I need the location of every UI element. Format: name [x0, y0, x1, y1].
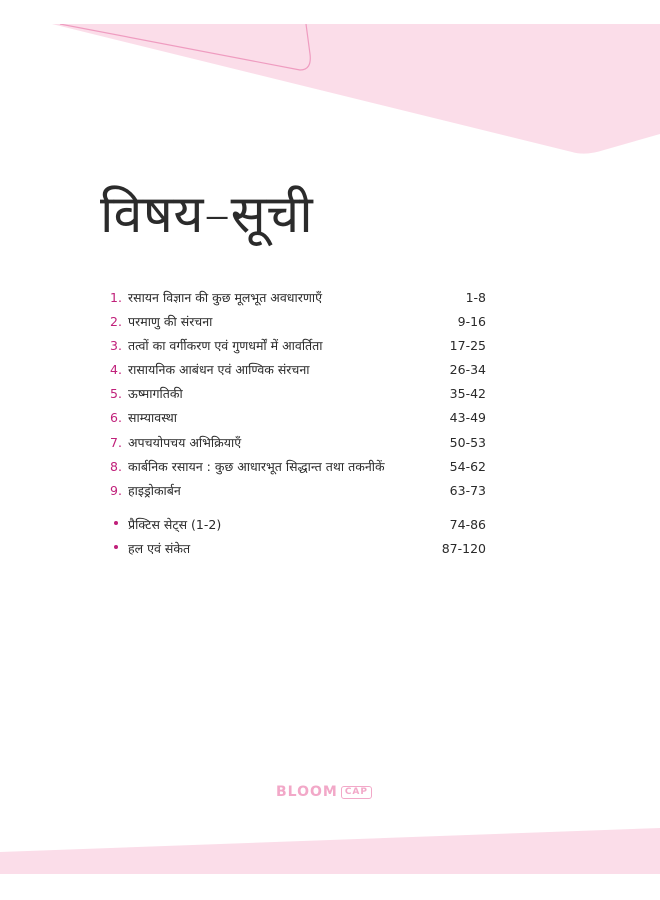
page-range: 87-120: [441, 540, 486, 556]
toc-row[interactable]: [110, 455, 486, 479]
section-title: प्रैक्टिस सेट्स (1-2): [128, 516, 222, 532]
toc-row-extra[interactable]: [110, 537, 486, 561]
chapter-number: 9.: [110, 482, 122, 498]
toc-row[interactable]: [110, 310, 486, 334]
toc-row[interactable]: [110, 382, 486, 406]
page-range: 9-16: [457, 314, 486, 330]
bottom-decorative-band: [0, 824, 660, 874]
chapter-number: 6.: [110, 410, 122, 426]
toc-row[interactable]: [110, 334, 486, 358]
chapter-number: 4.: [110, 362, 122, 378]
chapter-title: अपचयोपचय अभिक्रियाएँ: [128, 434, 242, 450]
chapter-title: परमाणु की संरचना: [128, 314, 213, 330]
chapter-number: 1.: [110, 290, 122, 305]
page-range: 35-42: [449, 386, 486, 402]
section-gap: [110, 503, 486, 513]
chapter-number: 5.: [110, 386, 122, 402]
bullet-icon: [114, 545, 118, 549]
page-range: 74-86: [449, 516, 486, 532]
toc-row[interactable]: [110, 358, 486, 382]
logo-wordmark: BLOOM: [276, 784, 338, 800]
logo-badge: CAP: [341, 786, 372, 799]
page-range: 63-73: [449, 482, 486, 498]
bullet-icon: [114, 521, 118, 525]
page-range: 1-8: [465, 290, 486, 305]
chapter-number: 7.: [110, 434, 122, 450]
section-title: हल एवं संकेत: [128, 540, 191, 556]
chapter-number: 2.: [110, 314, 122, 330]
toc-row[interactable]: [110, 286, 486, 310]
chapter-title: तत्वों का वर्गीकरण एवं गुणधर्मों में आवर्तिता: [128, 338, 323, 354]
top-decorative-band: [0, 24, 660, 204]
toc-row[interactable]: [110, 479, 486, 503]
page-range: 43-49: [449, 410, 486, 426]
page-range: 26-34: [449, 362, 486, 378]
page-title: विषय–सूची: [100, 185, 314, 245]
chapter-number: 8.: [110, 458, 122, 474]
chapter-title: साम्यावस्था: [128, 410, 178, 426]
toc-row[interactable]: [110, 431, 486, 455]
chapter-title: ऊष्मागतिकी: [128, 386, 183, 402]
chapter-title: रासायनिक आबंधन एवं आण्विक संरचना: [128, 362, 310, 378]
table-of-contents: [110, 286, 486, 561]
page: [0, 24, 660, 874]
chapter-title: कार्बनिक रसायन : कुछ आधारभूत सिद्धान्त तथा तकनीकें: [128, 458, 385, 474]
chapter-title: हाइड्रोकार्बन: [128, 482, 181, 498]
page-range: 54-62: [449, 458, 486, 474]
toc-row-extra[interactable]: [110, 513, 486, 537]
chapter-number: 3.: [110, 338, 122, 354]
page-range: 17-25: [449, 338, 486, 354]
toc-row[interactable]: [110, 406, 486, 430]
chapter-title: रसायन विज्ञान की कुछ मूलभूत अवधारणाएँ: [128, 290, 323, 305]
publisher-logo: [276, 784, 372, 800]
page-range: 50-53: [449, 434, 486, 450]
